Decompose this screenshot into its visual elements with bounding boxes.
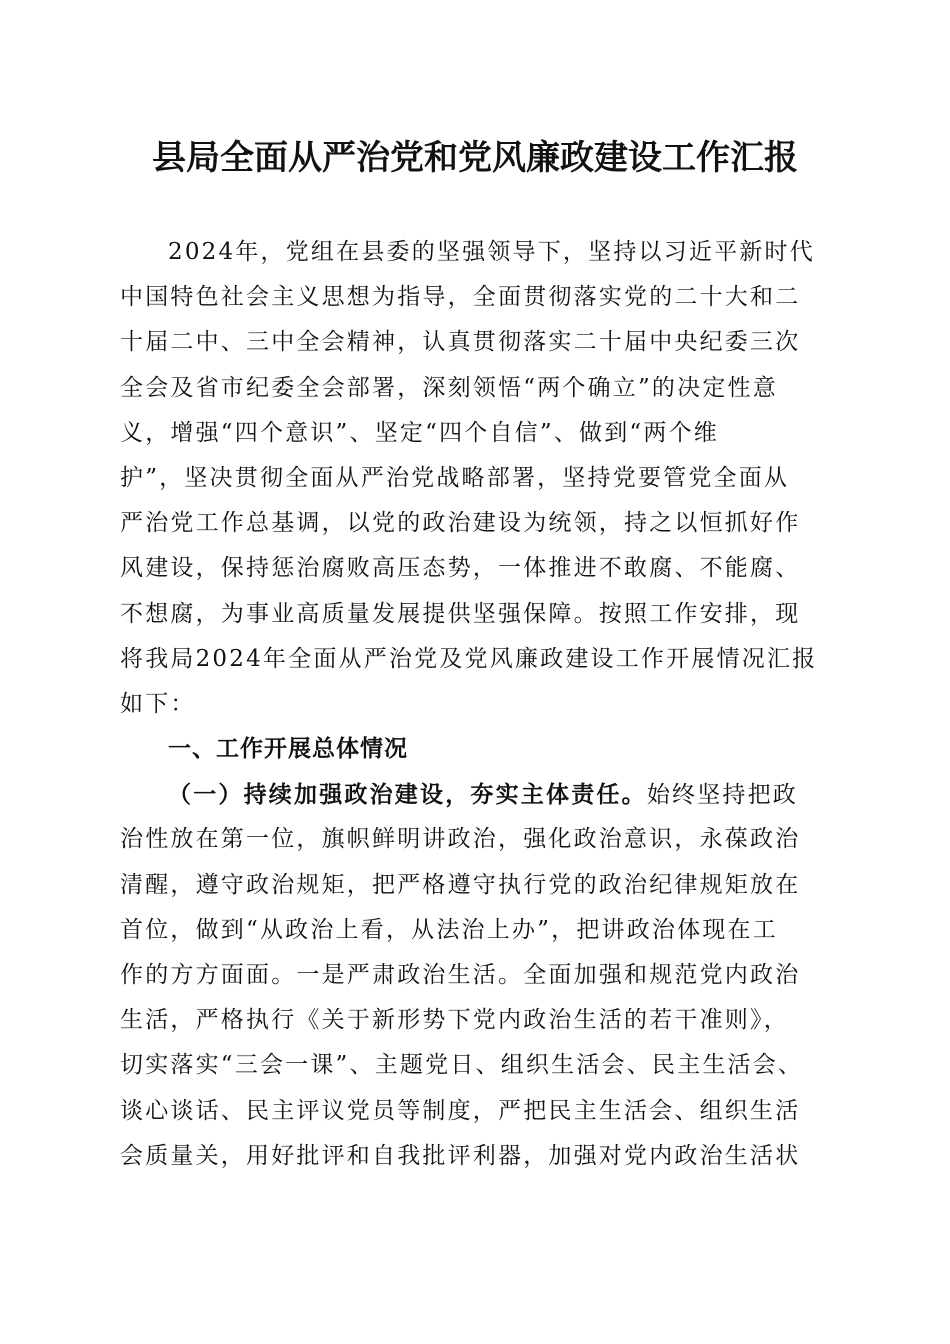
paragraph-line: 如下： bbox=[120, 690, 196, 717]
paragraph-line: 不想腐，为事业高质量发展提供坚强保障。按照工作安排，现 bbox=[120, 600, 801, 627]
document-body bbox=[120, 230, 840, 1179]
section-heading: 一、工作开展总体情况 bbox=[168, 736, 408, 763]
subsection-heading: （一）持续加强政治建设，夯实主体责任。 bbox=[168, 781, 647, 809]
paragraph-line: 切实落实“三会一课”、主题党日、组织生活会、民主生活会、 bbox=[120, 1052, 804, 1079]
subsection-first-line bbox=[120, 772, 840, 817]
document-title: 县局全面从严治党和党风廉政建设工作汇报 bbox=[152, 138, 798, 178]
paragraph-line: 会质量关，用好批评和自我批评利器，加强对党内政治生活状 bbox=[120, 1142, 801, 1169]
paragraph-line: 十届二中、三中全会精神，认真贯彻落实二十届中央纪委三次 bbox=[120, 329, 801, 356]
paragraph-line: 风建设，保持惩治腐败高压态势，一体推进不敢腐、不能腐、 bbox=[120, 555, 801, 582]
paragraph-line: 全会及省市纪委全会部署，深刻领悟“两个确立”的决定性意 bbox=[120, 374, 778, 401]
paragraph-line: 谈心谈话、民主评议党员等制度，严把民主生活会、组织生活 bbox=[120, 1097, 801, 1124]
paragraph-line: 2024年，党组在县委的坚强领导下，坚持以习近平新时代 bbox=[168, 239, 815, 265]
subsection-text: 始终坚持把政 bbox=[646, 782, 799, 809]
paragraph-line: 中国特色社会主义思想为指导，全面贯彻落实党的二十大和二 bbox=[120, 284, 801, 311]
paragraph-line: 清醒，遵守政治规矩，把严格遵守执行党的政治纪律规矩放在 bbox=[120, 871, 801, 898]
paragraph-line: 首位，做到“从政治上看，从法治上办”，把讲政治体现在工 bbox=[120, 916, 778, 943]
paragraph-line: 护”，坚决贯彻全面从严治党战略部署，坚持党要管党全面从 bbox=[120, 464, 790, 491]
paragraph-line: 作的方方面面。一是严肃政治生活。全面加强和规范党内政治 bbox=[120, 962, 801, 988]
paragraph-line: 治性放在第一位，旗帜鲜明讲政治，强化政治意识，永葆政治 bbox=[120, 826, 801, 853]
paragraph-line: 义，增强“四个意识”、坚定“四个自信”、做到“两个维 bbox=[120, 419, 719, 446]
paragraph-line: 将我局2024年全面从严治党及党风廉政建设工作开展情况汇报 bbox=[120, 645, 818, 672]
paragraph-line: 生活，严格执行《关于新形势下党内政治生活的若干准则》， bbox=[120, 1007, 789, 1034]
paragraph-line: 严治党工作总基调，以党的政治建设为统领，持之以恒抓好作 bbox=[120, 510, 801, 537]
